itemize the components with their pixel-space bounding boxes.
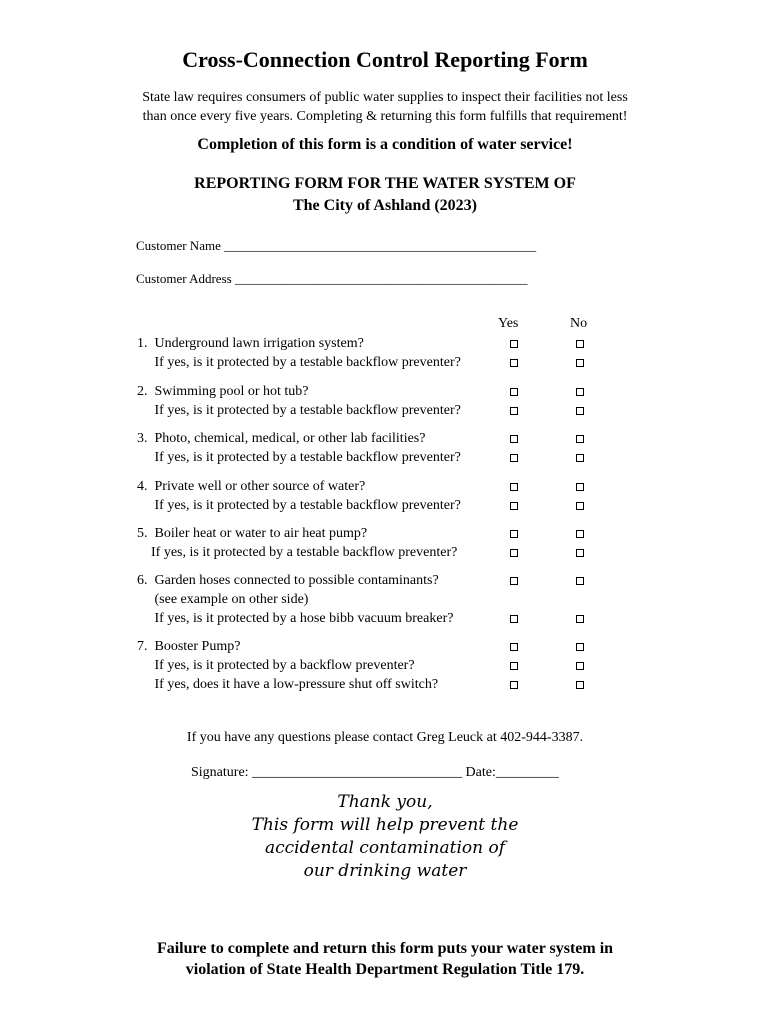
customer-name-field[interactable]: Customer Name ________________________________________________ [136,238,537,253]
q6-followup-yes-checkbox[interactable] [510,615,518,623]
form-title: Cross-Connection Control Reporting Form [182,47,588,72]
q3-followup-no-checkbox[interactable] [576,454,584,462]
q7-followup-2-yes-checkbox[interactable] [510,681,518,689]
contact-info: If you have any questions please contact Greg Leuck at 402-944-3387. [186,730,584,745]
thanks-line-1: Thank you, [337,792,433,812]
q3-yes-checkbox[interactable] [510,435,518,443]
intro-line-2: than once every five years. Completing & returning this form fulfills that requirement! [142,109,628,124]
intro-line-1: State law requires consumers of public water supplies to inspect their facilities not less [142,90,628,105]
q3-followup-yes-checkbox[interactable] [510,454,518,462]
question-1-line-1: 1. Underground lawn irrigation system? [137,336,364,351]
reporting-line-1: REPORTING FORM FOR THE WATER SYSTEM OF [194,175,576,192]
yes-column-header: Yes [498,316,519,331]
q3-no-checkbox[interactable] [576,435,584,443]
q5-followup-yes-checkbox[interactable] [510,549,518,557]
q4-yes-checkbox[interactable] [510,483,518,491]
signature-date-line[interactable]: Signature: ______________________________ Date:_________ [191,765,559,780]
q2-no-checkbox[interactable] [576,388,584,396]
reporting-line-2: The City of Ashland (2023) [292,197,478,214]
failure-line-2: violation of State Health Department Regulation Title 179. [185,961,585,978]
question-6-line-2: (see example on other side) [137,592,309,607]
q1-yes-checkbox[interactable] [510,340,518,348]
customer-address-field[interactable]: Customer Address _____________________________________________ [136,271,528,286]
question-4-line-2: If yes, is it protected by a testable backflow preventer? [137,498,461,513]
q5-yes-checkbox[interactable] [510,530,518,538]
thanks-line-2: This form will help prevent the [251,815,519,835]
thanks-line-4: our drinking water [303,861,467,881]
q4-no-checkbox[interactable] [576,483,584,491]
question-5-line-1: 5. Boiler heat or water to air heat pump? [137,526,368,541]
no-column-header: No [570,316,588,331]
q6-no-checkbox[interactable] [576,577,584,585]
q1-no-checkbox[interactable] [576,340,584,348]
condition-statement: Completion of this form is a condition of water service! [197,136,573,153]
q7-followup-2-no-checkbox[interactable] [576,681,584,689]
question-2-line-1: 2. Swimming pool or hot tub? [137,384,309,399]
q7-followup-1-no-checkbox[interactable] [576,662,584,670]
thanks-line-3: accidental contamination of [264,838,505,858]
q5-followup-no-checkbox[interactable] [576,549,584,557]
q1-followup-no-checkbox[interactable] [576,359,584,367]
thank-you-message [0,791,770,883]
q1-followup-yes-checkbox[interactable] [510,359,518,367]
q7-followup-1-yes-checkbox[interactable] [510,662,518,670]
question-2-line-2: If yes, is it protected by a testable backflow preventer? [137,403,461,418]
q2-followup-yes-checkbox[interactable] [510,407,518,415]
q2-followup-no-checkbox[interactable] [576,407,584,415]
intro-text [0,88,770,126]
q7-no-checkbox[interactable] [576,643,584,651]
question-7-line-3: If yes, does it have a low-pressure shut off switch? [137,677,439,692]
q5-no-checkbox[interactable] [576,530,584,538]
failure-warning [0,938,770,980]
question-7-line-2: If yes, is it protected by a backflow preventer? [137,658,415,673]
question-3-line-2: If yes, is it protected by a testable backflow preventer? [137,450,461,465]
reporting-heading [0,173,770,217]
q6-followup-no-checkbox[interactable] [576,615,584,623]
failure-line-1: Failure to complete and return this form puts your water system in [156,940,614,957]
q2-yes-checkbox[interactable] [510,388,518,396]
question-4-line-1: 4. Private well or other source of water? [137,479,366,494]
question-5-line-2: If yes, is it protected by a testable backflow preventer? [137,545,458,560]
question-3-line-1: 3. Photo, chemical, medical, or other lab facilities? [137,431,426,446]
q7-yes-checkbox[interactable] [510,643,518,651]
q4-followup-yes-checkbox[interactable] [510,502,518,510]
q4-followup-no-checkbox[interactable] [576,502,584,510]
question-6-line-1: 6. Garden hoses connected to possible contaminants? [137,573,439,588]
question-7-line-1: 7. Booster Pump? [137,639,241,654]
q6-yes-checkbox[interactable] [510,577,518,585]
question-1-line-2: If yes, is it protected by a testable backflow preventer? [137,355,461,370]
question-6-line-3: If yes, is it protected by a hose bibb vacuum breaker? [137,611,454,626]
